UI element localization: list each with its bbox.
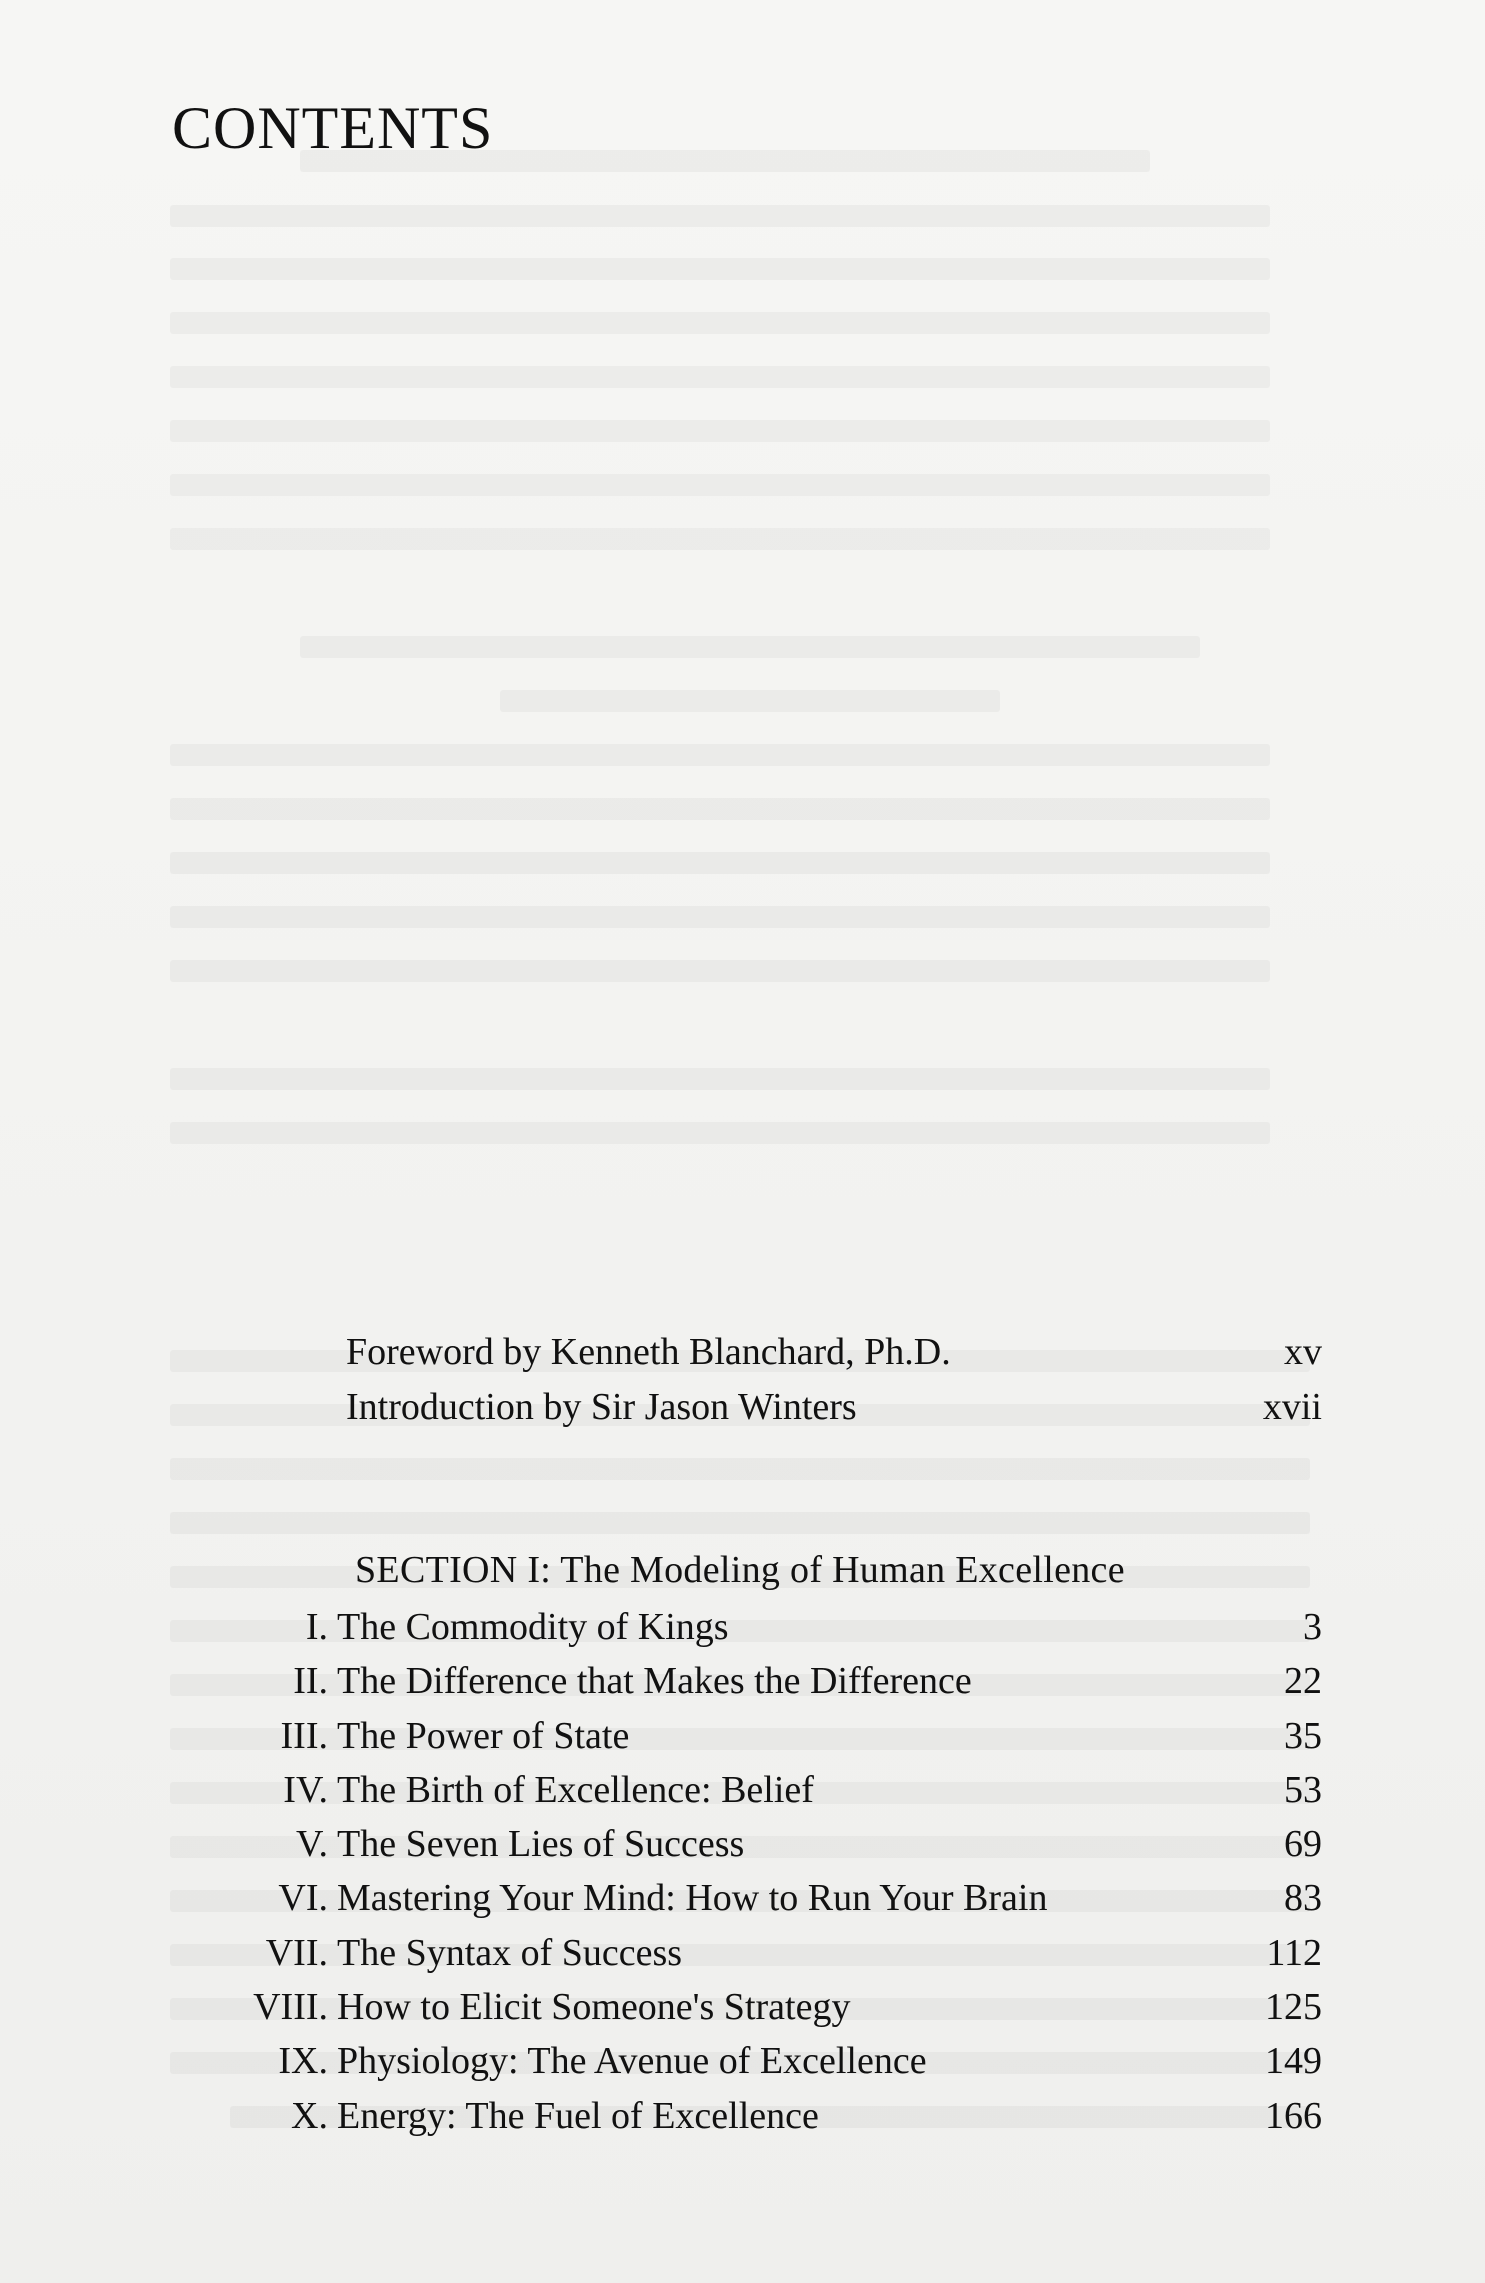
front-matter-list: [346, 1325, 1322, 1435]
chapter-title: The Commodity of Kings: [337, 1606, 729, 1648]
toc-entry-introduction: [346, 1380, 1322, 1435]
chapter-page: 125: [1265, 1986, 1322, 2029]
chapter-title: The Syntax of Success: [337, 1931, 683, 1974]
toc-entry-chapter: [180, 1605, 1322, 1659]
chapter-title: Energy: The Fuel of Excellence: [337, 2094, 819, 2137]
chapter-title: The Power of State: [337, 1714, 630, 1757]
chapter-title: The Birth of Excellence: Belief: [337, 1768, 814, 1811]
section-heading: SECTION I: The Modeling of Human Excellence: [355, 1549, 1125, 1591]
toc-entry-chapter: [180, 1985, 1322, 2039]
toc-entry-chapter: [180, 2039, 1322, 2093]
chapter-page: 149: [1265, 2040, 1322, 2083]
chapter-page: 83: [1284, 1877, 1322, 1920]
toc-entry-chapter: [180, 2094, 1322, 2148]
entry-title: Introduction by Sir Jason Winters: [346, 1386, 857, 1428]
chapter-page: 53: [1284, 1768, 1322, 1811]
toc-entry-chapter: [180, 1714, 1322, 1768]
chapter-page: 69: [1284, 1823, 1322, 1866]
chapter-number: VI.: [278, 1877, 328, 1920]
chapter-number: IX.: [278, 2040, 328, 2083]
chapter-page: 35: [1284, 1714, 1322, 1757]
toc-entry-foreword: [346, 1325, 1322, 1380]
chapter-title: Physiology: The Avenue of Excellence: [337, 2040, 927, 2083]
chapter-number: III.: [280, 1714, 328, 1757]
page-title: CONTENTS: [172, 95, 494, 162]
chapter-title: Mastering Your Mind: How to Run Your Brain: [337, 1877, 1048, 1920]
chapter-number: VIII.: [253, 1986, 328, 2029]
chapter-page: 112: [1266, 1931, 1322, 1974]
chapter-number: VII.: [265, 1931, 328, 1974]
toc-entry-chapter: [180, 1822, 1322, 1876]
toc-entry-chapter: [180, 1931, 1322, 1985]
chapter-list: [180, 1605, 1322, 2148]
toc-entry-chapter: [180, 1768, 1322, 1822]
toc-entry-chapter: [180, 1659, 1322, 1713]
chapter-number: V.: [295, 1823, 328, 1866]
chapter-number: IV.: [283, 1768, 328, 1811]
entry-page: xv: [1284, 1331, 1322, 1373]
chapter-page: 3: [1303, 1606, 1322, 1648]
chapter-page: 166: [1265, 2094, 1322, 2137]
chapter-title: The Difference that Makes the Difference: [337, 1660, 972, 1703]
entry-page: xvii: [1262, 1386, 1322, 1428]
chapter-number: X.: [291, 2094, 328, 2137]
chapter-title: The Seven Lies of Success: [337, 1823, 745, 1866]
toc-entry-chapter: [180, 1876, 1322, 1930]
chapter-title: How to Elicit Someone's Strategy: [337, 1986, 851, 2029]
chapter-number: II.: [293, 1660, 328, 1703]
chapter-page: 22: [1284, 1660, 1322, 1703]
chapter-number: I.: [305, 1606, 328, 1648]
entry-title: Foreword by Kenneth Blanchard, Ph.D.: [346, 1331, 951, 1373]
